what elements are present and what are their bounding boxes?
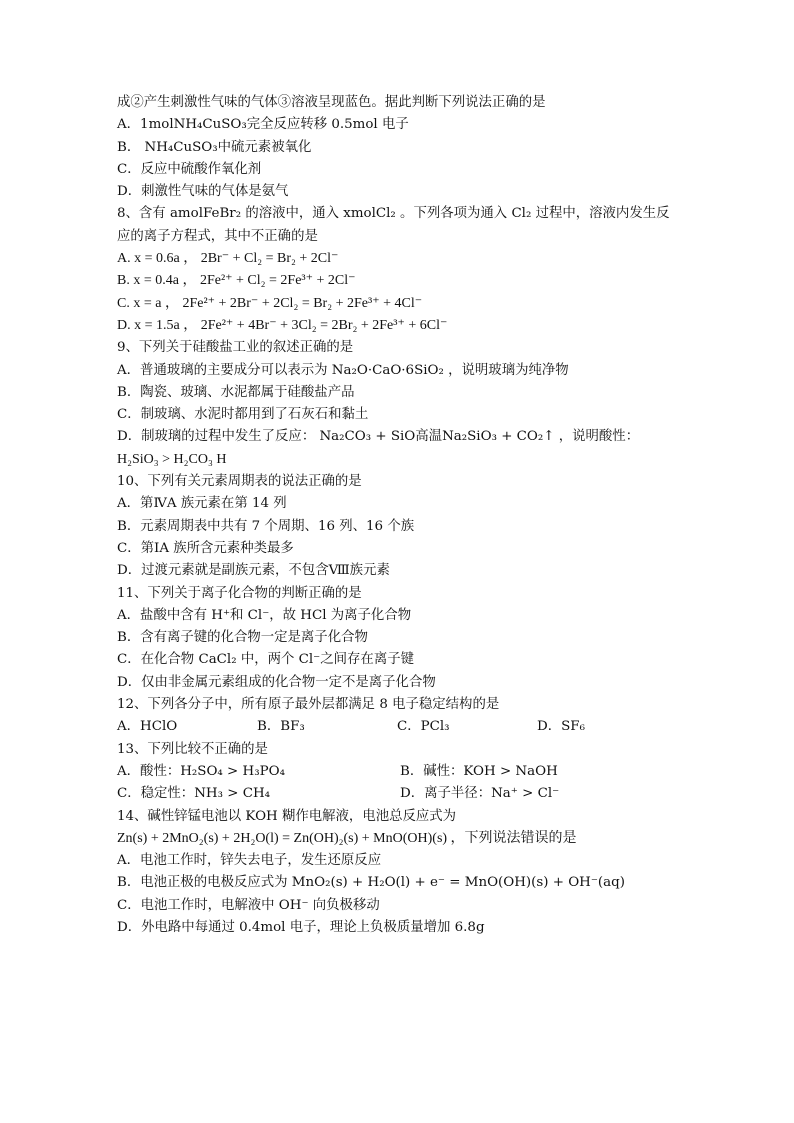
- q7-stem-tail: 成②产生刺激性气味的气体③溶液呈现蓝色。据此判断下列说法正确的是: [117, 95, 546, 110]
- q13-option-a: A．酸性：H₂SO₄ > H₃PO₄: [117, 763, 285, 779]
- q13-options-row2: [117, 783, 707, 805]
- q8-option-a: A. x = 0.6a ， 2Br⁻ + Cl₂ = Br₂ + 2Cl⁻: [117, 251, 339, 267]
- q14-stem-line2: Zn(s) + 2MnO₂(s) + 2H₂O(l) = Zn(OH)₂(s) + MnO(OH)(s) ，下列说法错误的是: [117, 830, 577, 846]
- q11-option-b: B．含有离子键的化合物一定是离子化合物: [117, 630, 368, 646]
- q10-stem: 10、下列有关元素周期表的说法正确的是: [117, 474, 362, 490]
- q13-option-b: B．碱性：KOH > NaOH: [400, 763, 558, 779]
- q9-option-c: C．制玻璃、水泥时都用到了石灰石和黏土: [117, 407, 369, 423]
- q13-option-d: D．离子半径：Na⁺ > Cl⁻: [400, 786, 560, 802]
- q9-stem: 9、下列关于硅酸盐工业的叙述正确的是: [117, 340, 354, 356]
- q12-stem: 12、下列各分子中，所有原子最外层都满足 8 电子稳定结构的是: [117, 697, 500, 713]
- q11-option-d: D．仅由非金属元素组成的化合物一定不是离子化合物: [117, 674, 436, 690]
- q14-option-a: A．电池工作时，锌失去电子，发生还原反应: [117, 853, 382, 869]
- q7-option-d: D．刺激性气味的气体是氨气: [117, 184, 289, 200]
- q13-option-c: C．稳定性：NH₃ > CH₄: [117, 786, 270, 802]
- q13-stem: 13、下列比较不正确的是: [117, 741, 268, 757]
- q12-option-b: B．BF₃: [257, 719, 305, 735]
- q7-option-a: A．1molNH₄CuSO₃完全反应转移 0.5mol 电子: [117, 117, 409, 133]
- q9-option-d-line1: D．制玻璃的过程中发生了反应： Na₂CO₃ + SiO高温Na₂SiO₃ + CO₂↑ ，说明酸性：: [117, 429, 640, 445]
- q10-option-c: C．第ⅠA 族所含元素种类最多: [117, 540, 294, 556]
- q12-options: [117, 716, 707, 738]
- q10-option-b: B．元素周期表中共有 7 个周期、16 列、16 个族: [117, 518, 415, 534]
- q12-option-a: A．HClO: [117, 719, 178, 735]
- q13-options-row1: [117, 761, 707, 783]
- q7-option-c: C．反应中硫酸作氧化剂: [117, 161, 262, 177]
- q14-option-c: C．电池工作时，电解液中 OH⁻ 向负极移动: [117, 897, 380, 913]
- q9-option-b: B．陶瓷、玻璃、水泥都属于硅酸盐产品: [117, 384, 355, 400]
- q10-option-d: D．过渡元素就是副族元素，不包含Ⅷ族元素: [117, 563, 390, 579]
- q14-stem-line1: 14、碱性锌锰电池以 KOH 糊作电解液，电池总反应式为: [117, 808, 457, 824]
- q7-option-b: B． NH₄CuSO₃中硫元素被氧化: [117, 139, 312, 155]
- q8-option-d: D. x = 1.5a ， 2Fe²⁺ + 4Br⁻ + 3Cl₂ = 2Br₂ + 2Fe³⁺ + 6Cl⁻: [117, 317, 448, 333]
- q11-stem: 11、下列关于离子化合物的判断正确的是: [117, 585, 362, 601]
- q14-option-b: B．电池正极的电极反应式为 MnO₂(s) + H₂O(l) + e⁻ = MnO(OH)(s) + OH⁻(aq): [117, 875, 625, 891]
- q8-option-c: C. x = a ， 2Fe²⁺ + 2Br⁻ + 2Cl₂ = Br₂ + 2Fe³⁺ + 4Cl⁻: [117, 295, 423, 311]
- q12-option-d: D．SF₆: [537, 719, 585, 735]
- q8-stem-line2: 应的离子方程式，其中不正确的是: [117, 228, 318, 244]
- q10-option-a: A．第ⅣA 族元素在第 14 列: [117, 496, 287, 512]
- q11-option-c: C．在化合物 CaCl₂ 中，两个 Cl⁻之间存在离子键: [117, 652, 414, 668]
- question-list: [117, 92, 707, 939]
- q14-option-d: D．外电路中每通过 0.4mol 电子，理论上负极质量增加 6.8g: [117, 919, 485, 935]
- q8-option-b: B. x = 0.4a ， 2Fe²⁺ + Cl₂ = 2Fe³⁺ + 2Cl⁻: [117, 273, 356, 289]
- q8-stem-line1: 8、含有 amolFeBr₂ 的溶液中，通入 xmolCl₂ 。下列各项为通入 Cl₂ 过程中，溶液内发生反: [117, 206, 670, 222]
- q12-option-c: C．PCl₃: [397, 719, 450, 735]
- q11-option-a: A．盐酸中含有 H⁺和 Cl⁻，故 HCl 为离子化合物: [117, 607, 412, 623]
- q9-option-a: A．普通玻璃的主要成分可以表示为 Na₂O·CaO·6SiO₂ ，说明玻璃为纯净物: [117, 362, 569, 378]
- q9-option-d-line2: H₂SiO₃ > H₂CO₃ H: [117, 451, 227, 467]
